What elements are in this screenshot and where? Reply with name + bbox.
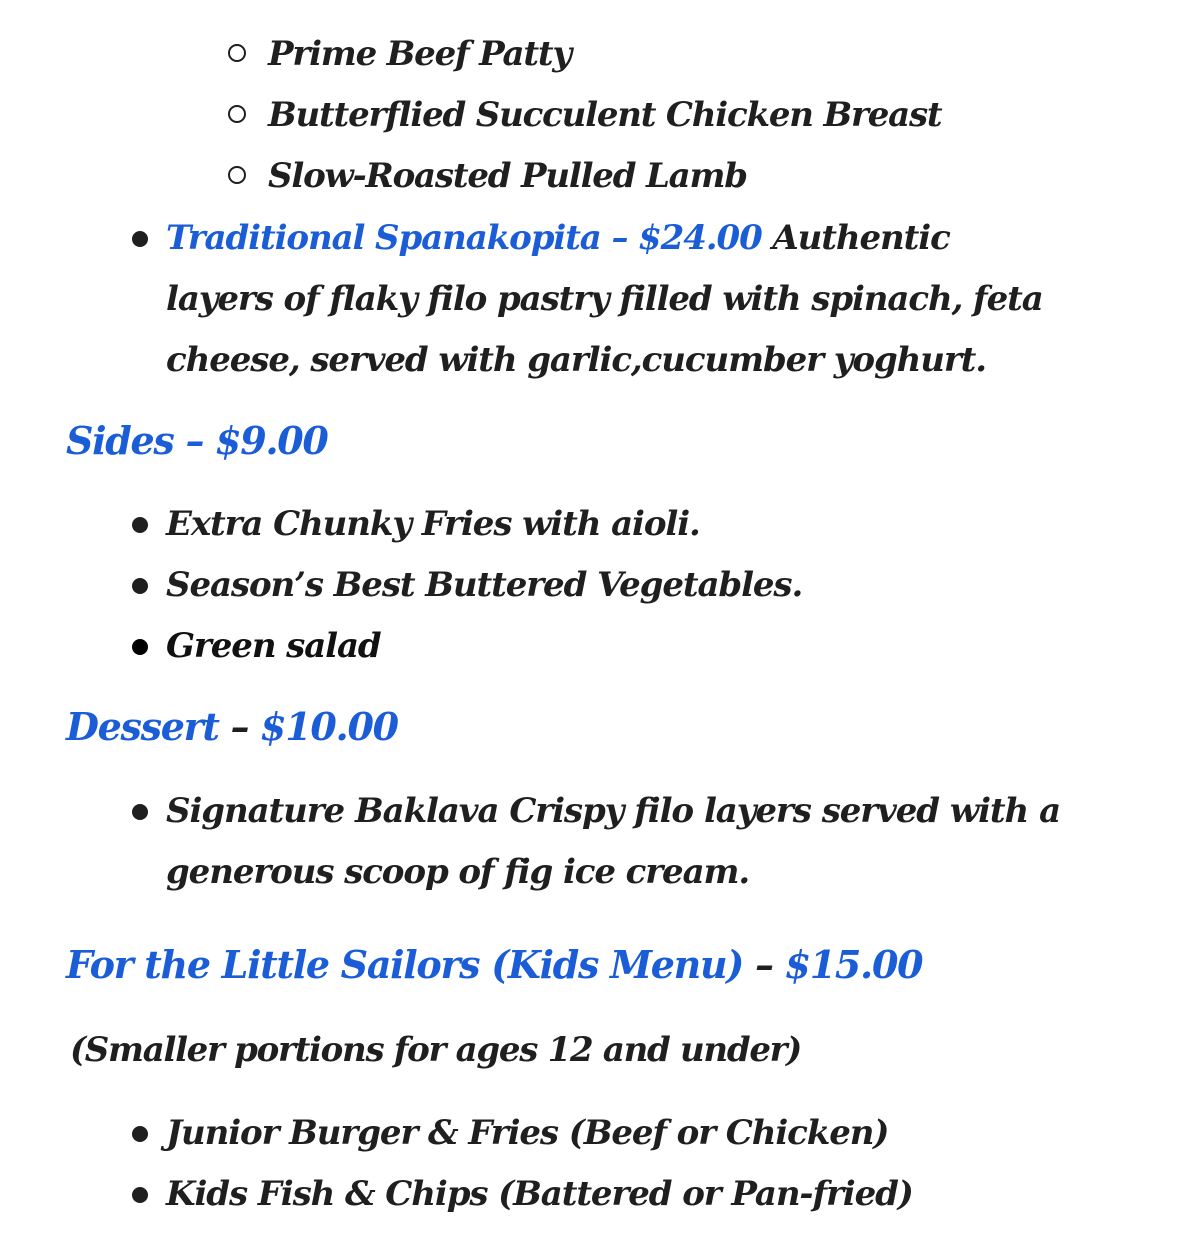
mains-list	[130, 208, 1060, 391]
spanakopita-description: Authentic layers of flaky filo pastry filled with spinach, feta cheese, served with garlic,cucumber yoghurt.	[166, 218, 1043, 380]
bullet-icon	[132, 578, 148, 594]
kids-list	[130, 1103, 1060, 1225]
list-item: Season’s Best Buttered Vegetables.	[130, 555, 1060, 616]
kids-note: (Smaller portions for ages 12 and under)	[70, 1030, 802, 1070]
sides-heading: Sides – $9.00	[66, 418, 328, 463]
spanakopita-item	[130, 208, 1060, 391]
circle-bullet-icon	[228, 166, 246, 184]
list-item: Slow-Roasted Pulled Lamb	[228, 146, 941, 207]
list-item: Extra Chunky Fries with aioli.	[130, 494, 1060, 555]
dessert-heading: Dessert – $10.00	[66, 704, 398, 749]
circle-bullet-icon	[228, 105, 246, 123]
dessert-list	[130, 781, 1060, 903]
burger-options-list	[228, 24, 941, 207]
list-item: Junior Burger & Fries (Beef or Chicken)	[130, 1103, 1060, 1164]
list-item: Green salad	[130, 616, 1060, 677]
list-item: Butterflied Succulent Chicken Breast	[228, 85, 941, 146]
spanakopita-name-price: Traditional Spanakopita – $24.00	[166, 218, 762, 258]
circle-bullet-icon	[228, 44, 246, 62]
bullet-icon	[132, 231, 148, 247]
bullet-icon	[132, 804, 148, 820]
list-item: Prime Beef Patty	[228, 24, 941, 85]
bullet-icon	[132, 1126, 148, 1142]
bullet-icon	[132, 639, 148, 655]
kids-heading: For the Little Sailors (Kids Menu) – $15.00	[66, 942, 923, 987]
bullet-icon	[132, 1187, 148, 1203]
list-item: Signature Baklava Crispy filo layers served with a generous scoop of fig ice cream.	[130, 781, 1060, 903]
sides-list	[130, 494, 1060, 677]
list-item: Kids Fish & Chips (Battered or Pan-fried)	[130, 1164, 1060, 1225]
bullet-icon	[132, 517, 148, 533]
